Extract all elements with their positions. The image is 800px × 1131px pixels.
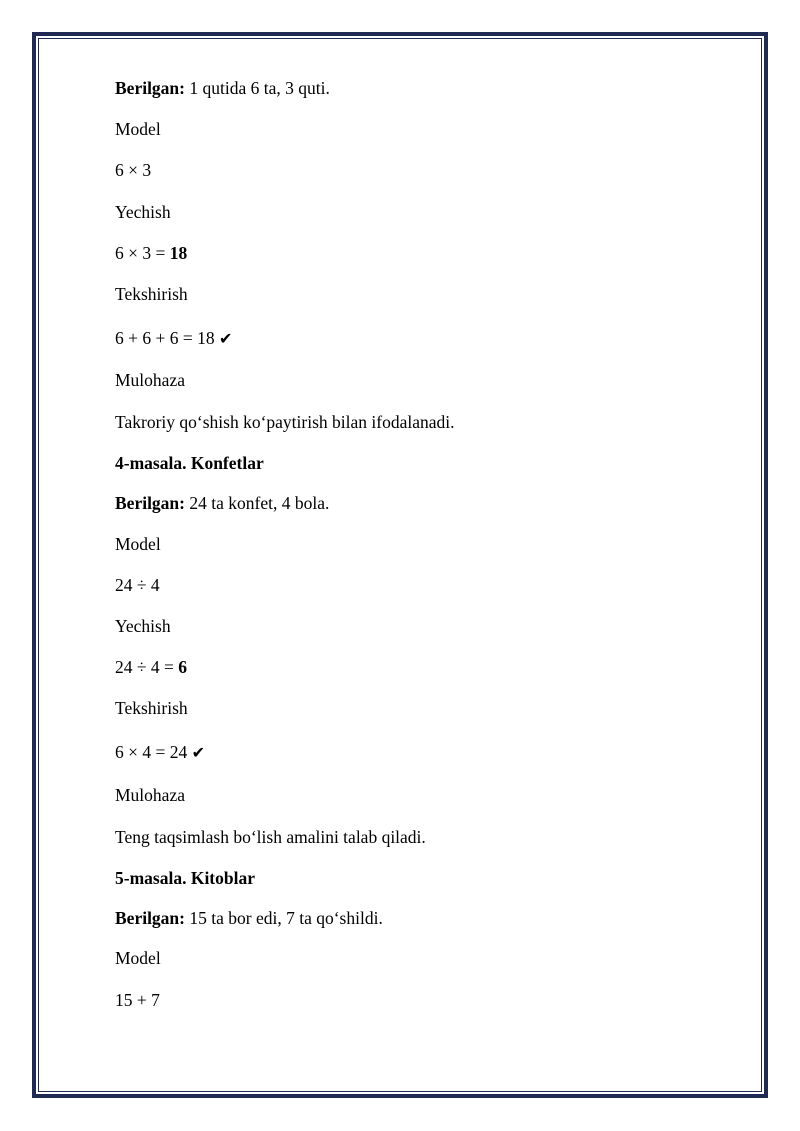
solution-heading: Yechish: [115, 616, 171, 636]
model-heading: Model: [115, 119, 161, 139]
page-border-inner: [38, 38, 762, 1092]
given-label: Berilgan:: [115, 78, 185, 98]
check-heading: Tekshirish: [115, 698, 188, 718]
reflection-text: Takroriy qo‘shish ko‘paytirish bilan ifodalanadi.: [115, 412, 455, 432]
given-line: [115, 77, 330, 99]
solution-heading: Yechish: [115, 202, 171, 222]
model-heading: Model: [115, 534, 161, 554]
reflection-text: Teng taqsimlash bo‘lish amalini talab qiladi.: [115, 827, 426, 847]
solution-expression: 6 × 3 = 18: [115, 243, 188, 263]
given-label: Berilgan:: [115, 908, 185, 928]
given-line: [115, 492, 329, 514]
reflection-heading: Mulohaza: [115, 785, 185, 805]
check-expression: 6 + 6 + 6 = 18 ✔: [115, 328, 233, 348]
model-expression: 15 + 7: [115, 990, 160, 1010]
model-expression: 6 × 3: [115, 160, 152, 180]
checkmark-icon: ✔: [218, 329, 233, 348]
solution-answer: 18: [169, 243, 188, 263]
given-text: 1 qutida 6 ta, 3 quti.: [185, 78, 330, 98]
problem-5-title: 5-masala. Kitoblar: [115, 868, 255, 888]
solution-answer: 6: [178, 657, 187, 677]
problem-4-title: 4-masala. Konfetlar: [115, 453, 264, 473]
given-label: Berilgan:: [115, 493, 185, 513]
given-text: 15 ta bor edi, 7 ta qo‘shildi.: [185, 908, 383, 928]
model-heading: Model: [115, 948, 161, 968]
check-expression: 6 × 4 = 24 ✔: [115, 742, 206, 762]
check-heading: Tekshirish: [115, 284, 188, 304]
checkmark-icon: ✔: [191, 743, 206, 762]
solution-expression: 24 ÷ 4 = 6: [115, 657, 187, 677]
given-text: 24 ta konfet, 4 bola.: [185, 493, 330, 513]
given-line: [115, 907, 383, 929]
reflection-heading: Mulohaza: [115, 370, 185, 390]
model-expression: 24 ÷ 4: [115, 575, 160, 595]
